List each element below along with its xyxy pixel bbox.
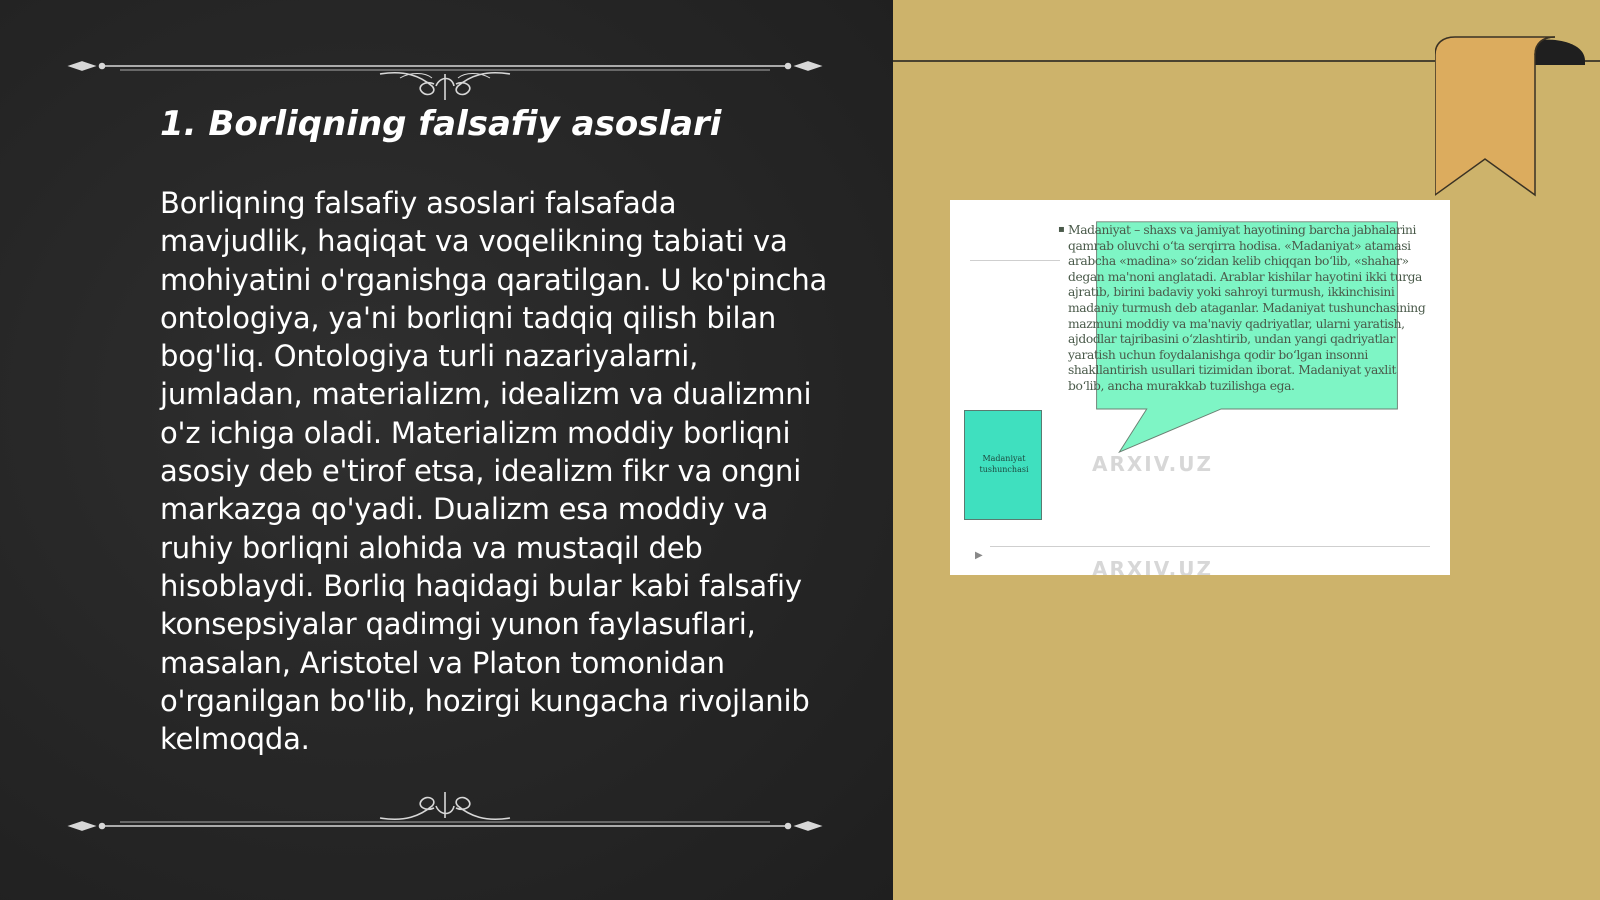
concept-box-label: Madaniyat tushunchasi	[979, 454, 1029, 474]
slide-title: 1. Borliqning falsafiy asoslari	[160, 104, 722, 144]
play-marker-icon: ▶	[975, 550, 983, 561]
ornament-divider-top-icon	[60, 40, 830, 100]
callout-text: Madaniyat – shaxs va jamiyat hayotining barcha jabhalarini qamrab oluvchi o‘ta serqirra hodisa. «Madaniyat» atamasi arabcha «madina» so‘zidan kelib chiqqan bo‘lib, «shahar» degan ma'noni anglatadi. Arablar kishilar hayotini ikki turga ajratib, birini badaviy yoki sahroyi turmush, ikkinchisini madaniy turmush deb ataganlar. Madaniyat tushunchasining mazmuni moddiy va ma'naviy qadriyatlar, ularni yaratish, ajdodlar tajribasini o‘zlashtirib, undan yangi qadriyatlar yaratish uchun foydalanishga qodir bo‘lgan insonni shakllantirish usullari tizimidan iborat. Madaniyat yaxlit bo‘lib, ancha murakkab tuzilishga ega.	[1068, 223, 1426, 393]
watermark-text: ARXIV.UZ	[1092, 557, 1213, 575]
concept-box	[964, 410, 1042, 520]
doc-rule-line	[990, 546, 1430, 547]
watermark-text: ARXIV.UZ	[1092, 452, 1213, 476]
bullet-icon: ▪	[1058, 224, 1065, 235]
bookmark-ribbon-icon	[1435, 35, 1590, 200]
slide-body-text: Borliqning falsafiy asoslari falsafada mavjudlik, haqiqat va voqelikning tabiati va mohiyatini o'rganishga qaratilgan. U ko'pincha ontologiya, ya'ni borliqni tadqiq qilish bilan bog'liq. Ontologiya turli nazariyalarni, jumladan, materializm, idealizm va dualizmni o'z ichiga oladi. Materializm moddiy borliqni asosiy deb e'tirof etsa, idealizm fikr va ongni markazga qo'yadi. Dualizm esa moddiy va ruhiy borliqni alohida va mustaqil deb hisoblaydi. Borliq haqidagi bular kabi falsafiy konsepsiyalar qadimgi yunon faylasuflari, masalan, Aristotel va Platon tomonidan o'rganilgan bo'lib, hozirgi kungacha rivojlanib kelmoqda.	[160, 186, 828, 757]
doc-rule-line	[970, 260, 1060, 261]
document-screenshot-image	[950, 200, 1450, 575]
ornament-divider-bottom-icon	[60, 780, 830, 840]
